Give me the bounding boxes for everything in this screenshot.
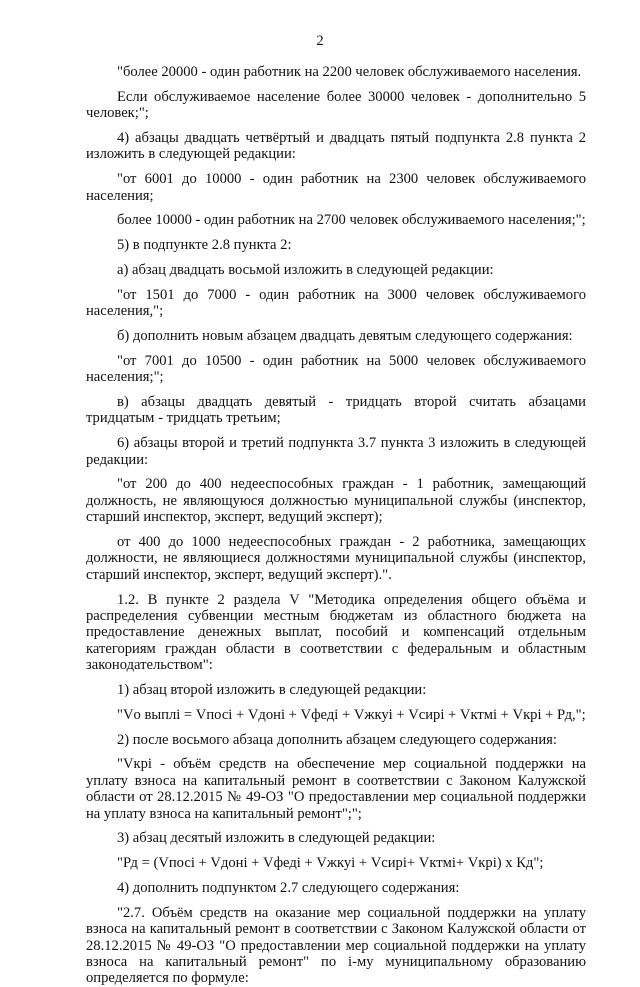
paragraph: "2.7. Объём средств на оказание мер социальной поддержки на уплату взноса на капитальный ремонт в соответствии с Законом Калужской области от 28.12.2015 № 49-ОЗ "О предоставлении мер социальной поддержки на уплату взноса на капитальный ремонт" по і-му муниципальному образованию определяется по формуле: xyxy=(86,904,586,987)
paragraph: 3) абзац десятый изложить в следующей редакции: xyxy=(117,830,436,847)
paragraph: 4) дополнить подпунктом 2.7 следующего содержания: xyxy=(117,880,460,897)
paragraph: а) абзац двадцать восьмой изложить в следующей редакции: xyxy=(117,262,494,278)
paragraph: от 400 до 1000 недееспособных граждан - 2 работника, замещающих должности, не являющиеся должностями муниципальной службы (инспектор, старший инспектор, эксперт, ведущий эксперт).". xyxy=(86,534,586,583)
paragraph: более 10000 - один работник на 2700 человек обслуживаемого населения;"; xyxy=(117,212,586,229)
paragraph: в) абзацы двадцать девятый - тридцать второй считать абзацами тридцатым - тридцать третьим; xyxy=(86,394,586,427)
paragraph: "от 200 до 400 недееспособных граждан - 1 работник, замещающий должность, не являющуюся должностью муниципальной службы (инспектор, старший инспектор, эксперт, ведущий эксперт); xyxy=(86,476,586,526)
formula-paragraph: "Vо выплі = Vпосі + Vдоні + Vфеді + Vжкуі + Vсирі + Vктмі + Vкрі + Рд,"; xyxy=(117,706,586,723)
paragraph: 1) абзац второй изложить в следующей редакции: xyxy=(117,682,427,699)
paragraph: "Vкрі - объём средств на обеспечение мер социальной поддержки на уплату взноса на капитальный ремонт в соответствии с Законом Калужской области от 28.12.2015 № 49-ОЗ "О предоставлении мер социальной поддержки на уплату взноса на капитальный ремонт";"; xyxy=(86,756,586,822)
paragraph: "от 1501 до 7000 - один работник на 3000 человек обслуживаемого населения,"; xyxy=(86,286,586,320)
page-number: 2 xyxy=(316,33,324,49)
paragraph: 6) абзацы второй и третий подпункта 3.7 пункта 3 изложить в следующей редакции: xyxy=(86,435,586,468)
paragraph: 4) абзацы двадцать четвёртый и двадцать пятый подпункта 2.8 пункта 2 изложить в следующей редакции: xyxy=(86,130,586,163)
paragraph: "от 7001 до 10500 - один работник на 5000 человек обслуживаемого населения;"; xyxy=(86,352,586,386)
paragraph: "более 20000 - один работник на 2200 человек обслуживаемого населения. xyxy=(117,64,582,80)
document-body xyxy=(86,64,586,987)
paragraph: 2) после восьмого абзаца дополнить абзацем следующего содержания: xyxy=(117,731,557,748)
paragraph: "от 6001 до 10000 - один работник на 2300 человек обслуживаемого населения; xyxy=(86,171,586,204)
paragraph: 1.2. В пункте 2 раздела V "Методика определения общего объёма и распределения субвенции местным бюджетам из областного бюджета на предоставление денежных выплат, пособий и компенсаций отдельным категориям граждан области в соответствии с федеральным и областным законодательством": xyxy=(86,591,586,674)
formula-paragraph: "Рд = (Vпосі + Vдоні + Vфеді + Vжкуі + Vсирі+ Vктмі+ Vкрі) х Кд"; xyxy=(117,855,544,872)
paragraph: Если обслуживаемое население более 30000 человек - дополнительно 5 человек;"; xyxy=(86,88,586,122)
paragraph: 5) в подпункте 2.8 пункта 2: xyxy=(117,237,292,254)
paragraph: б) дополнить новым абзацем двадцать девятым следующего содержания: xyxy=(117,328,573,344)
